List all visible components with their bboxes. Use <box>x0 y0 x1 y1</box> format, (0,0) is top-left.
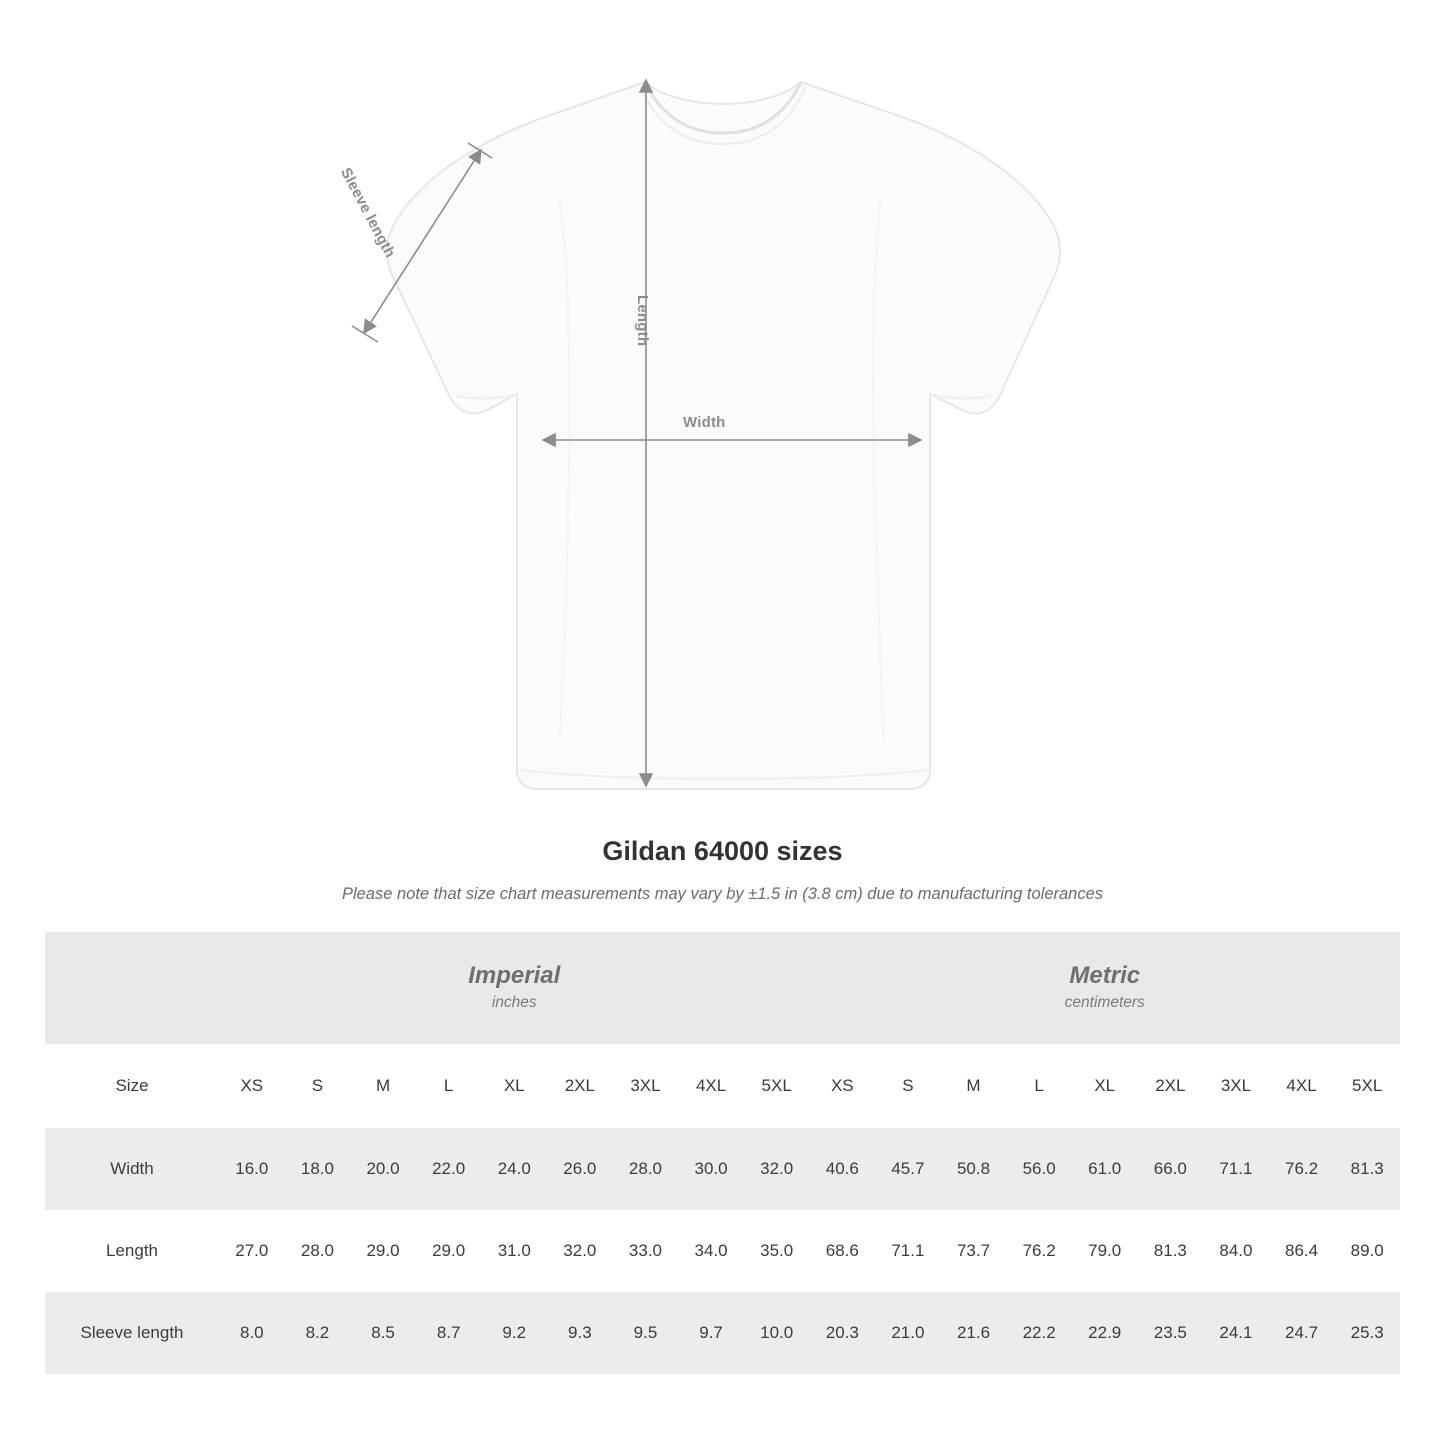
cell-length-metric-xs: 68.6 <box>809 1210 875 1292</box>
cell-length-metric-5xl: 89.0 <box>1334 1210 1400 1292</box>
row-label-width: Width <box>45 1128 219 1210</box>
unit-group-imperial-name: Imperial <box>468 961 561 989</box>
cell-length-imperial-2xl: 32.0 <box>547 1210 613 1292</box>
size-header-imperial-5xl: 5XL <box>744 1044 810 1128</box>
cell-width-imperial-4xl: 30.0 <box>678 1128 744 1210</box>
cell-length-imperial-xl: 31.0 <box>481 1210 547 1292</box>
cell-length-imperial-s: 28.0 <box>285 1210 351 1292</box>
size-header-metric-l: L <box>1006 1044 1072 1128</box>
cell-width-imperial-xs: 16.0 <box>219 1128 285 1210</box>
tolerance-note: Please note that size chart measurements may vary by ±1.5 in (3.8 cm) due to manufacturing tolerances <box>341 885 1104 903</box>
unit-group-metric-sub: centimeters <box>1064 993 1145 1011</box>
size-header-metric-xs: XS <box>809 1044 875 1128</box>
size-header-metric-5xl: 5XL <box>1334 1044 1400 1128</box>
cell-length-imperial-4xl: 34.0 <box>678 1210 744 1292</box>
cell-sleeve-metric-3xl: 24.1 <box>1203 1292 1269 1374</box>
unit-group-imperial-sub: inches <box>491 993 537 1011</box>
cell-sleeve-imperial-xl: 9.2 <box>481 1292 547 1374</box>
size-header-imperial-4xl: 4XL <box>678 1044 744 1128</box>
width-label: Width <box>683 414 726 431</box>
cell-length-metric-4xl: 86.4 <box>1269 1210 1335 1292</box>
cell-width-imperial-2xl: 26.0 <box>547 1128 613 1210</box>
cell-width-imperial-xl: 24.0 <box>481 1128 547 1210</box>
cell-length-imperial-xs: 27.0 <box>219 1210 285 1292</box>
size-header-metric-m: M <box>941 1044 1007 1128</box>
page-title: Gildan 64000 sizes <box>602 836 843 866</box>
cell-width-imperial-m: 20.0 <box>350 1128 416 1210</box>
cell-width-imperial-3xl: 28.0 <box>613 1128 679 1210</box>
cell-width-metric-3xl: 71.1 <box>1203 1128 1269 1210</box>
cell-sleeve-metric-4xl: 24.7 <box>1269 1292 1335 1374</box>
cell-width-imperial-s: 18.0 <box>285 1128 351 1210</box>
cell-sleeve-imperial-2xl: 9.3 <box>547 1292 613 1374</box>
cell-length-metric-3xl: 84.0 <box>1203 1210 1269 1292</box>
cell-sleeve-imperial-m: 8.5 <box>350 1292 416 1374</box>
cell-sleeve-metric-2xl: 23.5 <box>1138 1292 1204 1374</box>
size-header-imperial-2xl: 2XL <box>547 1044 613 1128</box>
cell-length-metric-2xl: 81.3 <box>1138 1210 1204 1292</box>
cell-width-metric-5xl: 81.3 <box>1334 1128 1400 1210</box>
cell-length-metric-s: 71.1 <box>875 1210 941 1292</box>
cell-width-imperial-l: 22.0 <box>416 1128 482 1210</box>
cell-length-metric-l: 76.2 <box>1006 1210 1072 1292</box>
unit-group-metric-name: Metric <box>1069 961 1141 989</box>
cell-width-metric-xs: 40.6 <box>809 1128 875 1210</box>
cell-width-metric-l: 56.0 <box>1006 1128 1072 1210</box>
cell-length-metric-m: 73.7 <box>941 1210 1007 1292</box>
sleeve-length-label: Sleeve length <box>336 165 399 261</box>
length-label: Length <box>634 295 651 347</box>
size-header-imperial-m: M <box>350 1044 416 1128</box>
size-header-imperial-3xl: 3XL <box>613 1044 679 1128</box>
size-header-imperial-l: L <box>416 1044 482 1128</box>
size-header-metric-xl: XL <box>1072 1044 1138 1128</box>
size-header-row <box>45 1044 1400 1128</box>
cell-width-metric-4xl: 76.2 <box>1269 1128 1335 1210</box>
row-label-sleeve-length: Sleeve length <box>45 1292 219 1374</box>
cell-sleeve-imperial-3xl: 9.5 <box>613 1292 679 1374</box>
cell-sleeve-metric-l: 22.2 <box>1006 1292 1072 1374</box>
cell-sleeve-metric-xl: 22.9 <box>1072 1292 1138 1374</box>
cell-sleeve-imperial-l: 8.7 <box>416 1292 482 1374</box>
cell-sleeve-imperial-5xl: 10.0 <box>744 1292 810 1374</box>
table-row <box>45 1128 1400 1210</box>
size-header-imperial-xl: XL <box>481 1044 547 1128</box>
unit-header-row <box>45 932 1400 1044</box>
cell-sleeve-imperial-4xl: 9.7 <box>678 1292 744 1374</box>
table-row <box>45 1292 1400 1374</box>
cell-length-metric-xl: 79.0 <box>1072 1210 1138 1292</box>
size-header-metric-3xl: 3XL <box>1203 1044 1269 1128</box>
tshirt-shape <box>387 82 1060 789</box>
cell-width-metric-s: 45.7 <box>875 1128 941 1210</box>
cell-sleeve-metric-5xl: 25.3 <box>1334 1292 1400 1374</box>
cell-width-metric-xl: 61.0 <box>1072 1128 1138 1210</box>
cell-sleeve-imperial-s: 8.2 <box>285 1292 351 1374</box>
size-chart-table-wrapper <box>0 932 1445 1374</box>
size-chart-table <box>45 932 1400 1374</box>
size-header-label: Size <box>45 1044 219 1128</box>
size-header-imperial-s: S <box>285 1044 351 1128</box>
cell-length-imperial-5xl: 35.0 <box>744 1210 810 1292</box>
cell-width-metric-2xl: 66.0 <box>1138 1128 1204 1210</box>
cell-sleeve-imperial-xs: 8.0 <box>219 1292 285 1374</box>
size-header-metric-s: S <box>875 1044 941 1128</box>
cell-length-imperial-l: 29.0 <box>416 1210 482 1292</box>
cell-width-imperial-5xl: 32.0 <box>744 1128 810 1210</box>
unit-group-imperial <box>219 932 809 1044</box>
cell-length-imperial-m: 29.0 <box>350 1210 416 1292</box>
cell-sleeve-metric-xs: 20.3 <box>809 1292 875 1374</box>
cell-sleeve-metric-m: 21.6 <box>941 1292 1007 1374</box>
cell-width-metric-m: 50.8 <box>941 1128 1007 1210</box>
cell-sleeve-metric-s: 21.0 <box>875 1292 941 1374</box>
size-header-imperial-xs: XS <box>219 1044 285 1128</box>
table-row <box>45 1210 1400 1292</box>
cell-length-imperial-3xl: 33.0 <box>613 1210 679 1292</box>
row-label-length: Length <box>45 1210 219 1292</box>
size-header-metric-2xl: 2XL <box>1138 1044 1204 1128</box>
unit-group-metric <box>809 932 1400 1044</box>
unit-header-corner <box>45 932 219 1044</box>
chart-heading <box>0 836 1445 904</box>
size-header-metric-4xl: 4XL <box>1269 1044 1335 1128</box>
